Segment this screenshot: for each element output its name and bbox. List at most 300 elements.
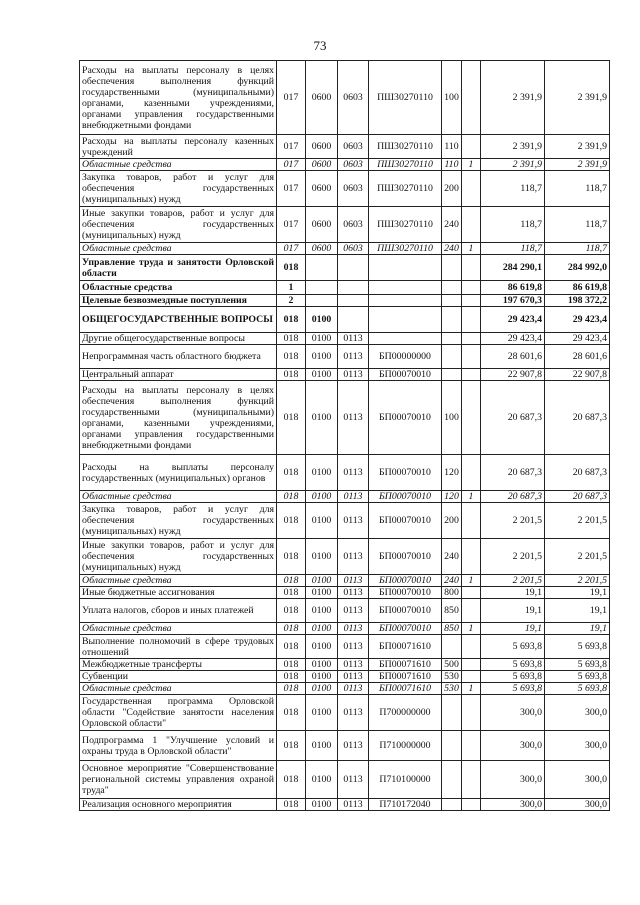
table-row <box>80 295 610 307</box>
funding-source <box>462 295 481 307</box>
table-row <box>80 243 610 255</box>
amount-year-1: 118,7 <box>481 243 545 255</box>
target-article: П710000000 <box>369 731 442 761</box>
expense-type <box>442 799 462 811</box>
admin-code: 018 <box>277 695 306 731</box>
expense-type <box>442 281 462 295</box>
funding-source <box>462 61 481 135</box>
row-name: Расходы на выплаты персоналу в целях обеспечения выполнения функций государственными (муниципальными) органами, казенными учреждениями, органами управления государственными внебюджетными фондами <box>80 61 277 135</box>
expense-type: 240 <box>442 575 462 587</box>
row-name: Межбюджетные трансферты <box>80 659 277 671</box>
row-name: Расходы на выплаты персоналу в целях обеспечения выполнения функций государственными (муниципальными) органами, казенными учреждениями, органами управления государственными внебюджетными фондами <box>80 381 277 455</box>
row-name: Закупка товаров, работ и услуг для обеспечения государственных (муниципальных) нужд <box>80 503 277 539</box>
expense-type <box>442 635 462 659</box>
funding-source <box>462 171 481 207</box>
amount-year-1: 19,1 <box>481 599 545 623</box>
funding-source <box>462 587 481 599</box>
admin-code: 018 <box>277 255 306 281</box>
funding-source <box>462 369 481 381</box>
amount-year-1: 19,1 <box>481 587 545 599</box>
admin-code: 018 <box>277 623 306 635</box>
amount-year-2: 2 391,9 <box>545 135 610 159</box>
section-code: 0100 <box>306 761 338 799</box>
subsection-code: 0113 <box>338 503 369 539</box>
amount-year-2: 5 693,8 <box>545 659 610 671</box>
amount-year-1: 300,0 <box>481 731 545 761</box>
admin-code: 2 <box>277 295 306 307</box>
subsection-code: 0603 <box>338 159 369 171</box>
section-code: 0100 <box>306 307 338 333</box>
expense-type <box>442 761 462 799</box>
target-article: БП00071610 <box>369 659 442 671</box>
admin-code: 017 <box>277 171 306 207</box>
funding-source <box>462 539 481 575</box>
target-article: БП00070010 <box>369 539 442 575</box>
funding-source: 1 <box>462 683 481 695</box>
expense-type <box>442 255 462 281</box>
expense-type <box>442 731 462 761</box>
funding-source <box>462 731 481 761</box>
amount-year-1: 300,0 <box>481 799 545 811</box>
section-code <box>306 281 338 295</box>
target-article: БП00071610 <box>369 671 442 683</box>
subsection-code: 0113 <box>338 799 369 811</box>
subsection-code: 0113 <box>338 345 369 369</box>
funding-source <box>462 333 481 345</box>
table-row <box>80 369 610 381</box>
row-name: Областные средства <box>80 683 277 695</box>
row-name: Расходы на выплаты персоналу государственных (муниципальных) органов <box>80 455 277 491</box>
amount-year-1: 19,1 <box>481 623 545 635</box>
table-row <box>80 575 610 587</box>
row-name: Областные средства <box>80 575 277 587</box>
table-row <box>80 171 610 207</box>
admin-code: 018 <box>277 369 306 381</box>
amount-year-1: 86 619,8 <box>481 281 545 295</box>
table-row <box>80 491 610 503</box>
amount-year-1: 118,7 <box>481 171 545 207</box>
amount-year-2: 2 201,5 <box>545 539 610 575</box>
funding-source <box>462 381 481 455</box>
budget-table <box>79 60 610 811</box>
expense-type: 120 <box>442 455 462 491</box>
subsection-code: 0113 <box>338 731 369 761</box>
amount-year-2: 300,0 <box>545 761 610 799</box>
admin-code: 1 <box>277 281 306 295</box>
row-name: Областные средства <box>80 491 277 503</box>
funding-source <box>462 503 481 539</box>
row-name: Центральный аппарат <box>80 369 277 381</box>
target-article: ПШ30270110 <box>369 171 442 207</box>
admin-code: 018 <box>277 575 306 587</box>
target-article: БП00070010 <box>369 575 442 587</box>
table-row <box>80 135 610 159</box>
section-code: 0600 <box>306 159 338 171</box>
funding-source <box>462 135 481 159</box>
section-code: 0600 <box>306 61 338 135</box>
expense-type <box>442 695 462 731</box>
amount-year-2: 20 687,3 <box>545 381 610 455</box>
target-article: БП00070010 <box>369 503 442 539</box>
row-name: Целевые безвозмездные поступления <box>80 295 277 307</box>
amount-year-1: 2 391,9 <box>481 159 545 171</box>
target-article: БП00070010 <box>369 623 442 635</box>
section-code: 0600 <box>306 135 338 159</box>
amount-year-1: 5 693,8 <box>481 683 545 695</box>
amount-year-2: 86 619,8 <box>545 281 610 295</box>
row-name: Иные закупки товаров, работ и услуг для обеспечения государственных (муниципальных) нужд <box>80 207 277 243</box>
funding-source <box>462 455 481 491</box>
amount-year-1: 20 687,3 <box>481 455 545 491</box>
funding-source <box>462 345 481 369</box>
section-code: 0100 <box>306 503 338 539</box>
amount-year-1: 2 391,9 <box>481 135 545 159</box>
row-name: Областные средства <box>80 159 277 171</box>
expense-type <box>442 369 462 381</box>
table-row <box>80 307 610 333</box>
target-article: БП00070010 <box>369 587 442 599</box>
amount-year-1: 22 907,8 <box>481 369 545 381</box>
target-article <box>369 307 442 333</box>
amount-year-1: 2 391,9 <box>481 61 545 135</box>
table-row <box>80 61 610 135</box>
funding-source <box>462 599 481 623</box>
amount-year-1: 5 693,8 <box>481 635 545 659</box>
table-row <box>80 587 610 599</box>
section-code <box>306 255 338 281</box>
amount-year-1: 2 201,5 <box>481 575 545 587</box>
amount-year-2: 198 372,2 <box>545 295 610 307</box>
funding-source <box>462 635 481 659</box>
section-code: 0600 <box>306 243 338 255</box>
table-row <box>80 333 610 345</box>
funding-source <box>462 659 481 671</box>
subsection-code: 0113 <box>338 491 369 503</box>
amount-year-2: 5 693,8 <box>545 671 610 683</box>
expense-type: 850 <box>442 599 462 623</box>
section-code: 0100 <box>306 381 338 455</box>
admin-code: 018 <box>277 659 306 671</box>
target-article: БП00070010 <box>369 381 442 455</box>
target-article <box>369 255 442 281</box>
row-name: Иные бюджетные ассигнования <box>80 587 277 599</box>
section-code: 0100 <box>306 333 338 345</box>
target-article: БП00070010 <box>369 455 442 491</box>
table-row <box>80 695 610 731</box>
amount-year-2: 19,1 <box>545 587 610 599</box>
admin-code: 018 <box>277 491 306 503</box>
table-row <box>80 345 610 369</box>
admin-code: 017 <box>277 207 306 243</box>
expense-type <box>442 307 462 333</box>
target-article: П710172040 <box>369 799 442 811</box>
funding-source <box>462 761 481 799</box>
admin-code: 018 <box>277 761 306 799</box>
amount-year-1: 5 693,8 <box>481 671 545 683</box>
row-name: Непрограммная часть областного бюджета <box>80 345 277 369</box>
subsection-code: 0113 <box>338 623 369 635</box>
target-article <box>369 333 442 345</box>
amount-year-2: 118,7 <box>545 207 610 243</box>
expense-type: 800 <box>442 587 462 599</box>
section-code: 0100 <box>306 345 338 369</box>
subsection-code <box>338 255 369 281</box>
funding-source: 1 <box>462 491 481 503</box>
admin-code: 018 <box>277 671 306 683</box>
subsection-code: 0113 <box>338 671 369 683</box>
expense-type: 850 <box>442 623 462 635</box>
table-body <box>80 61 610 811</box>
subsection-code: 0113 <box>338 369 369 381</box>
section-code: 0100 <box>306 575 338 587</box>
amount-year-2: 2 201,5 <box>545 575 610 587</box>
table-row <box>80 731 610 761</box>
row-name: Областные средства <box>80 243 277 255</box>
subsection-code: 0113 <box>338 333 369 345</box>
subsection-code <box>338 281 369 295</box>
amount-year-2: 5 693,8 <box>545 635 610 659</box>
subsection-code: 0113 <box>338 761 369 799</box>
row-name: Выполнение полномочий в сфере трудовых отношений <box>80 635 277 659</box>
subsection-code: 0113 <box>338 539 369 575</box>
section-code: 0100 <box>306 623 338 635</box>
amount-year-1: 29 423,4 <box>481 307 545 333</box>
amount-year-2: 2 391,9 <box>545 159 610 171</box>
row-name: Субвенции <box>80 671 277 683</box>
section-code <box>306 295 338 307</box>
table-row <box>80 623 610 635</box>
admin-code: 017 <box>277 135 306 159</box>
expense-type: 240 <box>442 539 462 575</box>
expense-type: 240 <box>442 243 462 255</box>
section-code: 0100 <box>306 683 338 695</box>
funding-source <box>462 799 481 811</box>
amount-year-2: 2 391,9 <box>545 61 610 135</box>
table-row <box>80 683 610 695</box>
section-code: 0600 <box>306 171 338 207</box>
admin-code: 018 <box>277 799 306 811</box>
amount-year-2: 118,7 <box>545 243 610 255</box>
target-article <box>369 281 442 295</box>
expense-type <box>442 333 462 345</box>
funding-source: 1 <box>462 575 481 587</box>
subsection-code: 0113 <box>338 683 369 695</box>
subsection-code: 0603 <box>338 207 369 243</box>
amount-year-2: 300,0 <box>545 731 610 761</box>
table-row <box>80 659 610 671</box>
table-row <box>80 635 610 659</box>
amount-year-1: 118,7 <box>481 207 545 243</box>
expense-type: 200 <box>442 503 462 539</box>
row-name: Закупка товаров, работ и услуг для обеспечения государственных (муниципальных) нужд <box>80 171 277 207</box>
table-row <box>80 671 610 683</box>
subsection-code: 0113 <box>338 575 369 587</box>
subsection-code: 0113 <box>338 659 369 671</box>
section-code: 0100 <box>306 635 338 659</box>
amount-year-1: 5 693,8 <box>481 659 545 671</box>
expense-type: 110 <box>442 159 462 171</box>
funding-source <box>462 255 481 281</box>
target-article: БП00071610 <box>369 635 442 659</box>
target-article: П710100000 <box>369 761 442 799</box>
page-number: 73 <box>313 38 327 53</box>
amount-year-2: 29 423,4 <box>545 333 610 345</box>
admin-code: 018 <box>277 683 306 695</box>
section-code: 0100 <box>306 491 338 503</box>
amount-year-1: 2 201,5 <box>481 539 545 575</box>
target-article: БП00070010 <box>369 491 442 503</box>
target-article: ПШ30270110 <box>369 159 442 171</box>
admin-code: 018 <box>277 731 306 761</box>
expense-type: 100 <box>442 61 462 135</box>
admin-code: 018 <box>277 587 306 599</box>
amount-year-2: 19,1 <box>545 599 610 623</box>
section-code: 0100 <box>306 659 338 671</box>
subsection-code <box>338 295 369 307</box>
expense-type: 500 <box>442 659 462 671</box>
expense-type <box>442 345 462 369</box>
expense-type: 120 <box>442 491 462 503</box>
target-article: БП00070010 <box>369 599 442 623</box>
target-article: БП00000000 <box>369 345 442 369</box>
section-code: 0100 <box>306 599 338 623</box>
amount-year-1: 300,0 <box>481 761 545 799</box>
expense-type <box>442 295 462 307</box>
section-code: 0100 <box>306 731 338 761</box>
row-name: Реализация основного мероприятия <box>80 799 277 811</box>
admin-code: 017 <box>277 159 306 171</box>
amount-year-2: 20 687,3 <box>545 491 610 503</box>
subsection-code: 0603 <box>338 135 369 159</box>
amount-year-2: 2 201,5 <box>545 503 610 539</box>
amount-year-2: 5 693,8 <box>545 683 610 695</box>
table-row <box>80 503 610 539</box>
target-article: ПШ30270110 <box>369 135 442 159</box>
table-row <box>80 381 610 455</box>
target-article: ПШ30270110 <box>369 207 442 243</box>
row-name: Другие общегосударственные вопросы <box>80 333 277 345</box>
row-name: Расходы на выплаты персоналу казенных учреждений <box>80 135 277 159</box>
row-name: Областные средства <box>80 281 277 295</box>
row-name: Основное мероприятие "Совершенствование региональной системы управления охраной труда" <box>80 761 277 799</box>
target-article <box>369 295 442 307</box>
row-name: Государственная программа Орловской области "Содействие занятости населения Орловской области" <box>80 695 277 731</box>
table-row <box>80 599 610 623</box>
expense-type: 530 <box>442 683 462 695</box>
amount-year-2: 300,0 <box>545 695 610 731</box>
admin-code: 018 <box>277 539 306 575</box>
amount-year-2: 22 907,8 <box>545 369 610 381</box>
table-row <box>80 159 610 171</box>
section-code: 0100 <box>306 695 338 731</box>
subsection-code: 0113 <box>338 381 369 455</box>
funding-source <box>462 281 481 295</box>
section-code: 0600 <box>306 207 338 243</box>
amount-year-2: 118,7 <box>545 171 610 207</box>
table-row <box>80 761 610 799</box>
funding-source <box>462 207 481 243</box>
target-article: П700000000 <box>369 695 442 731</box>
amount-year-1: 28 601,6 <box>481 345 545 369</box>
row-name: Подпрограмма 1 "Улучшение условий и охраны труда в Орловской области" <box>80 731 277 761</box>
amount-year-1: 29 423,4 <box>481 333 545 345</box>
table-row <box>80 281 610 295</box>
amount-year-1: 284 290,1 <box>481 255 545 281</box>
admin-code: 018 <box>277 333 306 345</box>
expense-type: 240 <box>442 207 462 243</box>
amount-year-2: 19,1 <box>545 623 610 635</box>
subsection-code <box>338 307 369 333</box>
funding-source <box>462 695 481 731</box>
amount-year-2: 300,0 <box>545 799 610 811</box>
subsection-code: 0603 <box>338 243 369 255</box>
funding-source <box>462 671 481 683</box>
subsection-code: 0113 <box>338 599 369 623</box>
target-article: БП00071610 <box>369 683 442 695</box>
funding-source <box>462 307 481 333</box>
section-code: 0100 <box>306 539 338 575</box>
row-name: Управление труда и занятости Орловской области <box>80 255 277 281</box>
row-name: Уплата налогов, сборов и иных платежей <box>80 599 277 623</box>
amount-year-1: 197 670,3 <box>481 295 545 307</box>
amount-year-1: 300,0 <box>481 695 545 731</box>
target-article: ПШ30270110 <box>369 243 442 255</box>
target-article: ПШ30270110 <box>369 61 442 135</box>
amount-year-2: 20 687,3 <box>545 455 610 491</box>
expense-type: 200 <box>442 171 462 207</box>
amount-year-1: 20 687,3 <box>481 491 545 503</box>
subsection-code: 0113 <box>338 455 369 491</box>
subsection-code: 0113 <box>338 635 369 659</box>
expense-type: 530 <box>442 671 462 683</box>
row-name: ОБЩЕГОСУДАРСТВЕННЫЕ ВОПРОСЫ <box>80 307 277 333</box>
section-code: 0100 <box>306 369 338 381</box>
amount-year-2: 284 992,0 <box>545 255 610 281</box>
table-row <box>80 255 610 281</box>
admin-code: 018 <box>277 503 306 539</box>
table-row <box>80 799 610 811</box>
admin-code: 018 <box>277 381 306 455</box>
funding-source: 1 <box>462 243 481 255</box>
section-code: 0100 <box>306 671 338 683</box>
table-row <box>80 207 610 243</box>
admin-code: 018 <box>277 307 306 333</box>
admin-code: 018 <box>277 635 306 659</box>
section-code: 0100 <box>306 587 338 599</box>
funding-source: 1 <box>462 623 481 635</box>
amount-year-1: 2 201,5 <box>481 503 545 539</box>
subsection-code: 0603 <box>338 61 369 135</box>
subsection-code: 0113 <box>338 695 369 731</box>
funding-source: 1 <box>462 159 481 171</box>
row-name: Областные средства <box>80 623 277 635</box>
expense-type: 100 <box>442 381 462 455</box>
table-row <box>80 455 610 491</box>
subsection-code: 0603 <box>338 171 369 207</box>
amount-year-2: 28 601,6 <box>545 345 610 369</box>
admin-code: 017 <box>277 243 306 255</box>
subsection-code: 0113 <box>338 587 369 599</box>
expense-type: 110 <box>442 135 462 159</box>
amount-year-1: 20 687,3 <box>481 381 545 455</box>
admin-code: 018 <box>277 345 306 369</box>
amount-year-2: 29 423,4 <box>545 307 610 333</box>
table-row <box>80 539 610 575</box>
section-code: 0100 <box>306 455 338 491</box>
admin-code: 018 <box>277 599 306 623</box>
admin-code: 018 <box>277 455 306 491</box>
row-name: Иные закупки товаров, работ и услуг для обеспечения государственных (муниципальных) нужд <box>80 539 277 575</box>
